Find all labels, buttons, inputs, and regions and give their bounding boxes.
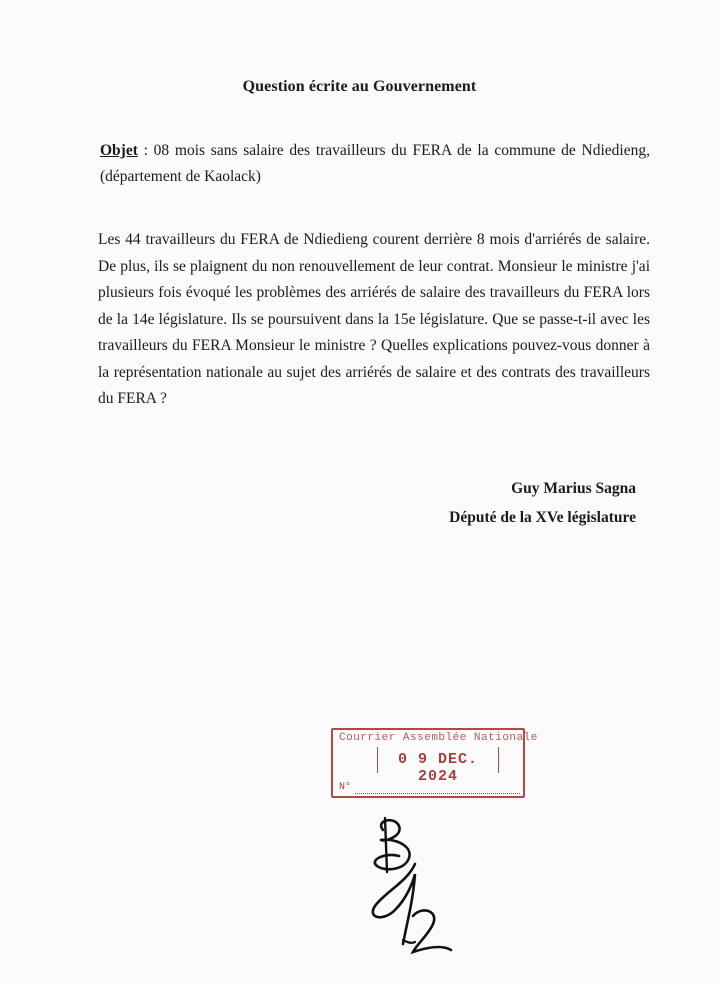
handwritten-initials — [355, 812, 485, 972]
signature-role: Député de la XVe législature — [449, 509, 636, 526]
stamp-date: 0 9 DEC. 2024 — [397, 751, 478, 785]
stamp-header: Courrier Assemblée Nationale — [339, 732, 538, 744]
document-title: Question écrite au Gouvernement — [242, 78, 477, 95]
subject-line — [100, 138, 650, 190]
stamp-date-box — [377, 747, 499, 785]
stamp-number-line — [355, 793, 520, 794]
reception-stamp — [331, 728, 538, 798]
subject-label: Objet — [100, 142, 138, 159]
signature-name: Guy Marius Sagna — [511, 480, 636, 497]
stamp-number-label: N° — [339, 782, 352, 793]
body-paragraph: Les 44 travailleurs du FERA de Ndiedieng courent derrière 8 mois d'arriérés de salaire. De plus, ils se plaignent du non renouvellement de leur contrat. Monsieur le ministre j'ai plusieurs fois évoqué les problèmes des arriérés de salaire des travailleurs du FERA lors de la 14e législature. Ils se poursuivent dans la 15e législature. Que se passe-t-il avec les travailleurs du FERA Monsieur le ministre ? Quelles explications pouvez-vous donner à la représentation nationale au sujet des arriérés de salaire et des contrats des travailleurs du FERA ? — [98, 231, 650, 407]
subject-text: : 08 mois sans salaire des travailleurs du FERA de la commune de Ndiedieng, (département de Kaolack) — [100, 142, 650, 185]
